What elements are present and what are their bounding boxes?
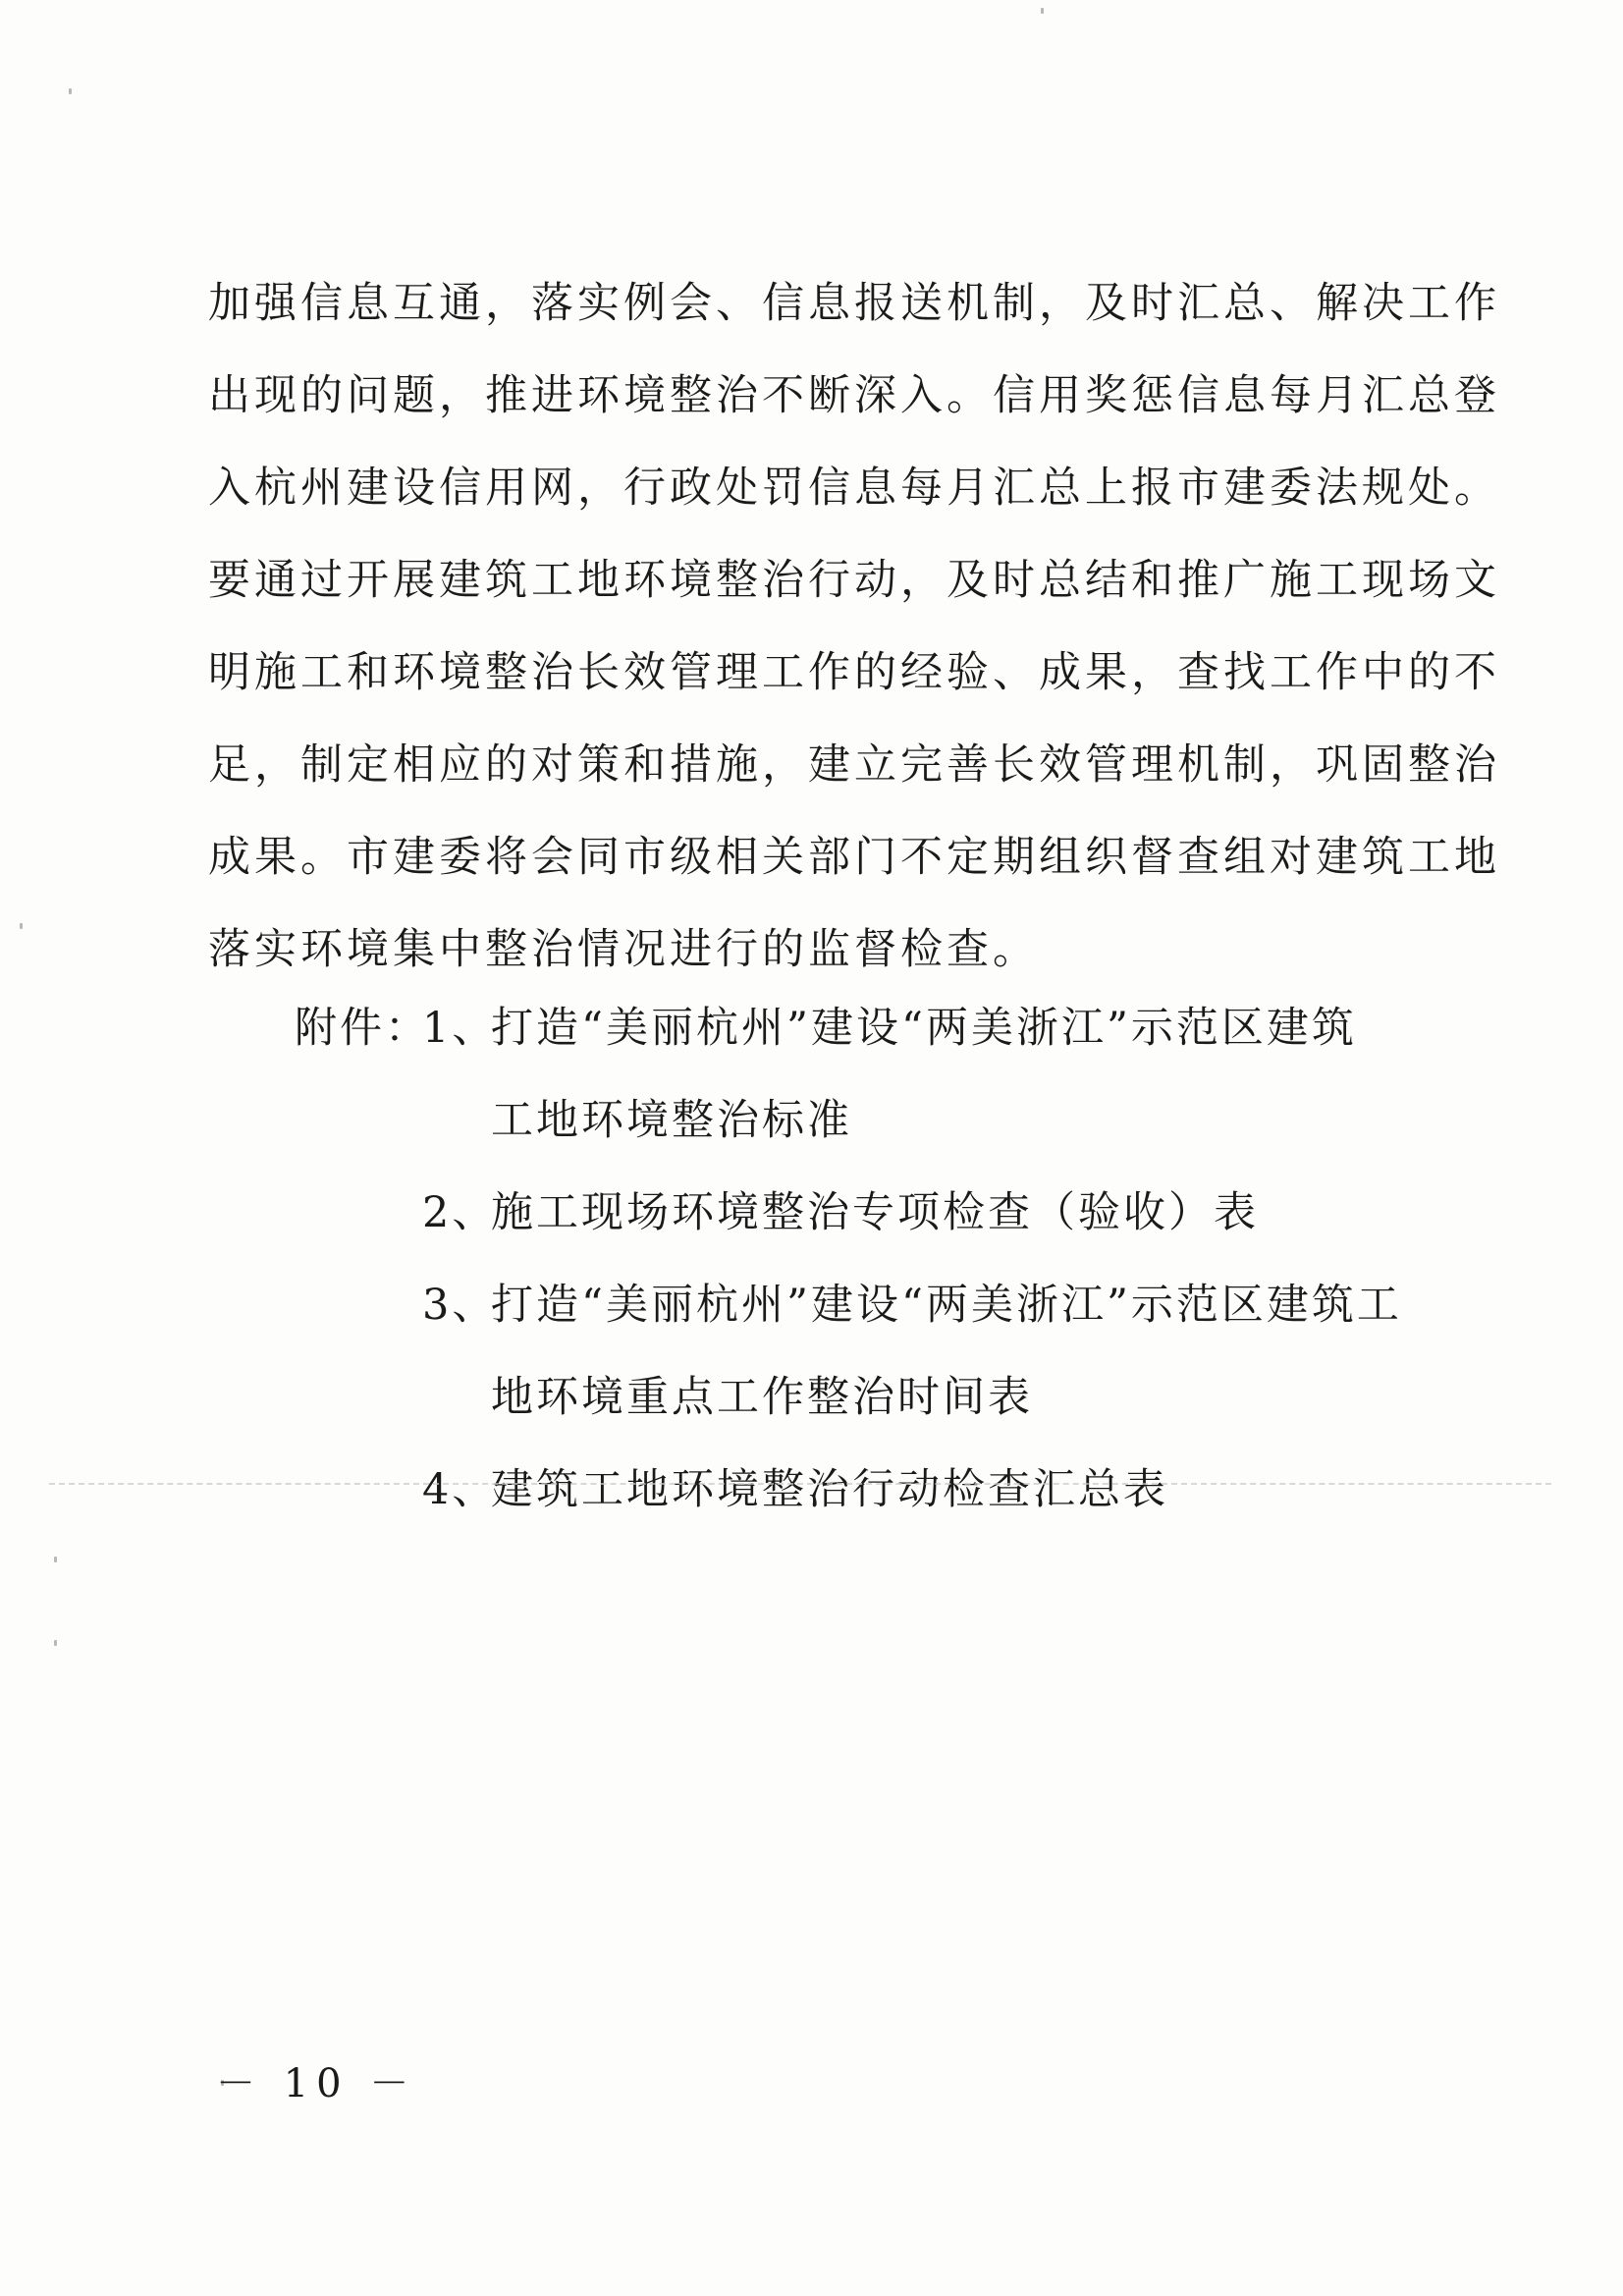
body-line: 足，制定相应的对策和措施，建立完善长效管理机制，巩固整治 <box>208 740 1500 790</box>
page-number: － 10 － <box>216 2061 417 2106</box>
scan-artifact-line <box>49 1483 1551 1485</box>
attachment-list <box>295 982 1424 1536</box>
scan-speck <box>54 1640 57 1646</box>
body-line: 明施工和环境整治长效管理工作的经验、成果，查找工作中的不 <box>208 648 1500 697</box>
attachment-title-continued: 工地环境整治标准 <box>491 1096 852 1145</box>
scan-speck <box>1041 8 1044 14</box>
attachment-number: 2、 <box>422 1188 498 1237</box>
attachment-item-3 <box>295 1259 1424 1351</box>
body-line: 要通过开展建筑工地环境整治行动，及时总结和推广施工现场文 <box>208 556 1500 605</box>
body-line: 加强信息互通，落实例会、信息报送机制，及时汇总、解决工作 <box>208 279 1500 328</box>
scan-speck <box>69 88 72 94</box>
attachment-title: 打造“美丽杭州”建设“两美浙江”示范区建筑工 <box>491 1281 1402 1330</box>
attachment-title: 建筑工地环境整治行动检查汇总表 <box>491 1465 1168 1514</box>
body-line: 入杭州建设信用网，行政处罚信息每月汇总上报市建委法规处。 <box>208 464 1500 513</box>
attachment-label: 附件： <box>295 1004 430 1053</box>
body-line: 出现的问题，推进环境整治不断深入。信用奖惩信息每月汇总登 <box>208 371 1500 420</box>
attachment-title: 施工现场环境整治专项检查（验收）表 <box>491 1188 1259 1237</box>
attachment-number: 3、 <box>422 1281 498 1330</box>
attachment-item-4 <box>295 1444 1424 1536</box>
attachment-item-2 <box>295 1167 1424 1259</box>
attachment-number: 4、 <box>422 1465 498 1514</box>
scan-speck <box>20 923 23 929</box>
body-paragraph <box>208 257 1500 996</box>
attachment-title-continued: 地环境重点工作整治时间表 <box>491 1373 1033 1422</box>
attachment-number: 1、 <box>422 1004 498 1053</box>
body-line: 落实环境集中整治情况进行的监督检查。 <box>208 925 1039 974</box>
body-line: 成果。市建委将会同市级相关部门不定期组织督查组对建筑工地 <box>208 833 1500 882</box>
attachment-title: 打造“美丽杭州”建设“两美浙江”示范区建筑 <box>491 1004 1357 1053</box>
attachment-item-1 <box>295 982 1424 1074</box>
scan-speck <box>54 1557 57 1562</box>
